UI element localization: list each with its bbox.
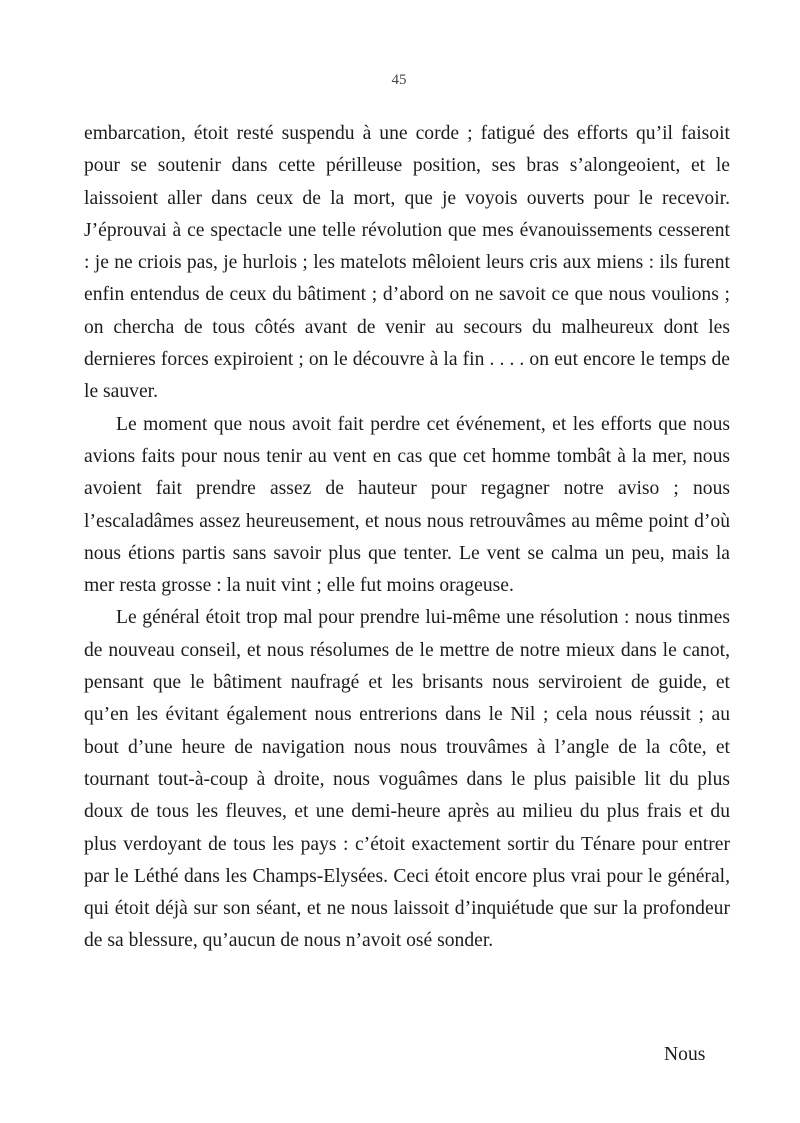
body-text xyxy=(84,118,730,958)
catchword: Nous xyxy=(664,1044,706,1065)
page-number: 45 xyxy=(391,72,407,88)
paragraph-2: Le moment que nous avoit fait perdre cet événement, et les efforts que nous avions faits pour nous tenir au vent en cas que cet homme tombât à la mer, nous avoient fait prendre assez de hauteur pour regagner notre aviso ; nous l’escaladâmes assez heureusement, et nous nous retrouvâmes au même point d’où nous étions partis sans savoir plus que tenter. Le vent se calma un peu, mais la mer resta grosse : la nuit vint ; elle fut moins orageuse. xyxy=(84,413,730,597)
paragraph-3: Le général étoit trop mal pour prendre lui-même une résolution : nous tinmes de nouveau conseil, et nous résolumes de le mettre de notre mieux dans le canot, pensant que le bâtiment naufragé et les brisants nous serviroient de guide, et qu’en les évitant également nous entrerions dans le Nil ; cela nous réussit ; au bout d’une heure de navigation nous nous trouvâmes à l’angle de la côte, et tournant tout-à-coup à droite, nous voguâmes dans le plus paisible lit du plus doux de tous les fleuves, et une demi-heure après au milieu du plus frais et du plus verdoyant de tous les pays : c’étoit exactement sortir du Ténare pour entrer par le Léthé dans les Champs-Elysées. Ceci étoit encore plus vrai pour le général, qui étoit déjà sur son séant, et ne nous laissoit d’inquiétude que sur la profondeur de sa blessure, qu’aucun de nous n’avoit osé sonder. xyxy=(84,607,730,952)
paragraph-1: embarcation, étoit resté suspendu à une corde ; fatigué des efforts qu’il faisoit pour se soutenir dans cette périlleuse position, ses bras s’alongeoient, et le laissoient aller dans ceux de la mort, que je voyois ouverts pour le recevoir. J’éprouvai à ce spectacle une telle révolution que mes évanouissements cesserent : je ne criois pas, je hurlois ; les matelots mêloient leurs cris aux miens : ils furent enfin entendus de ceux du bâtiment ; d’abord on ne savoit ce que nous voulions ; on chercha de tous côtés avant de venir au secours du malheureux dont les dernieres forces expiroient ; on le découvre à la fin . . . . on eut encore le temps de le sauver. xyxy=(84,123,730,403)
